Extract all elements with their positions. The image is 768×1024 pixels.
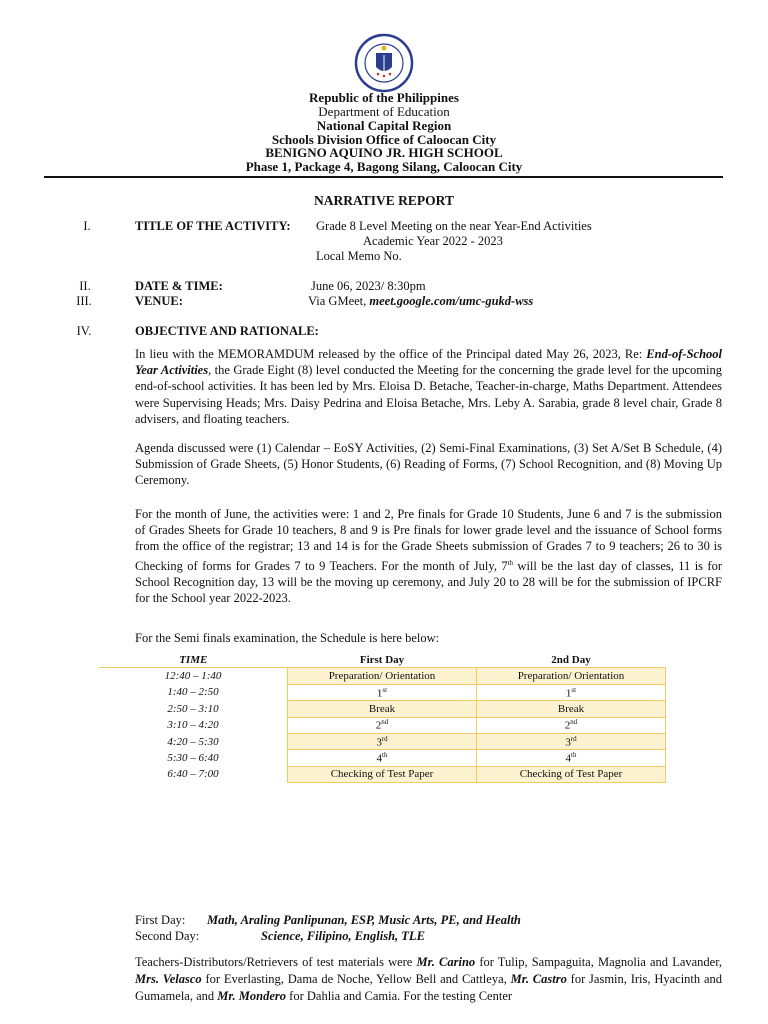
schedule-intro: For the Semi finals examination, the Schedule is here below: — [135, 631, 440, 645]
local-memo: Local Memo No. — [316, 249, 402, 263]
academic-year: Academic Year 2022 - 2023 — [363, 234, 503, 248]
header-address: Phase 1, Package 4, Bagong Silang, Caloocan City — [245, 159, 523, 174]
meet-link[interactable]: meet.google.com/umc-gukd-wss — [369, 294, 534, 308]
header-republic: Republic of the Philippines — [309, 90, 459, 105]
title-activity-label: TITLE OF THE ACTIVITY: — [135, 219, 291, 233]
table-row: 5:30 – 6:40 4th 4th — [99, 750, 666, 766]
table-header-row — [99, 652, 666, 668]
section-number-1: I. — [83, 219, 91, 233]
table-row: 1:40 – 2:50 1st 1st — [99, 684, 666, 700]
paragraph-agenda: Agenda discussed were (1) Calendar – EoSY Activities, (2) Semi-Final Examinations, (3) Set A/Set B Schedule, (4) Submission of Grade Sheets, (5) Honor Students, (6) Reading of Forms, (7) School Recognition, and (8) Moving Up Ceremony. — [135, 441, 722, 488]
table-row: 12:40 – 1:40 Preparation/ Orientation Preparation/ Orientation — [99, 668, 666, 684]
table-row: 3:10 – 4:20 2nd 2nd — [99, 717, 666, 733]
venue-label: VENUE: — [135, 294, 183, 308]
header-region: National Capital Region — [316, 118, 452, 133]
header-second-day: 2nd Day — [551, 653, 591, 666]
section-number-4: IV. — [76, 324, 92, 338]
schedule-table — [99, 652, 666, 783]
second-day-label: Second Day: — [135, 929, 200, 943]
section-number-3: III. — [76, 294, 92, 308]
header-school-name: BENIGNO AQUINO JR. HIGH SCHOOL — [265, 145, 503, 160]
venue-value — [308, 294, 533, 309]
table-row: 2:50 – 3:10 Break Break — [99, 701, 666, 717]
date-time-value: June 06, 2023/ 8:30pm — [311, 279, 426, 293]
header-first-day: First Day — [359, 653, 405, 666]
objective-label: OBJECTIVE AND RATIONALE: — [135, 324, 319, 338]
paragraph-calendar: For the month of June, the activities were: 1 and 2, Pre finals for Grade 10 Students, June 6 and 7 is the submission of Grades Sheets for Grade 10 teachers, 8 and 9 is Pre finals for lower grade level and the issuance of School forms from the office of the registrar; 13 and 14 is for the Grade Sheets submission of Grades 7 to 9 teachers; 26 to 30 is Checking of forms for Grades 7 to 9 Teachers. For the month of July, 7th will be the last day of classes, 11 is for School Recognition day, 13 will be the moving up ceremony, and July 20 to 28 will be for the submission of IPCRF for the School year 2022-2023. — [135, 507, 722, 606]
header-time: TIME — [99, 652, 288, 668]
header-divider — [44, 176, 723, 178]
first-day-label: First Day: — [135, 913, 186, 927]
table-row: 6:40 – 7:00 Checking of Test Paper Checking of Test Paper — [99, 766, 666, 782]
paragraph-rationale: In lieu with the MEMORAMDUM released by the office of the Principal dated May 26, 2023, Re: End-of-School Year Activities, the Grade Eight (8) level conducted the Meeting for the concerning the grade level for the upcoming end-of-school activities. It has been led by Mrs. Eloisa D. Betache, Teacher-in-charge, Maths Department. Attendees were Supervising Heads; Mrs. Daisy Pedrina and Eloisa Betache, Mrs. Leby A. Sarabia, grade 8 level chair, Grade 8 advisers, and floating teachers. — [135, 347, 722, 426]
second-day-subjects: Science, Filipino, English, TLE — [261, 929, 425, 943]
deped-seal-logo — [349, 33, 419, 93]
report-title: NARRATIVE REPORT — [314, 193, 454, 208]
section-number-2: II. — [79, 279, 91, 293]
venue-prefix: Via GMeet, — [308, 294, 370, 308]
date-time-label: DATE & TIME: — [135, 279, 223, 293]
header-division: Schools Division Office of Caloocan City — [271, 132, 497, 147]
title-activity-value: Grade 8 Level Meeting on the near Year-End Activities — [316, 219, 592, 233]
first-day-subjects: Math, Araling Panlipunan, ESP, Music Arts, PE, and Health — [207, 913, 521, 927]
header-department: Department of Education — [318, 104, 450, 119]
table-row: 4:20 – 5:30 3rd 3rd — [99, 733, 666, 749]
paragraph-distributors: Teachers-Distributors/Retrievers of test materials were Mr. Carino for Tulip, Sampaguita, Magnolia and Lavander, Mrs. Velasco for Everlasting, Dama de Noche, Yellow Bell and Cattleya, Mr. Castro for Jasmin, Iris, Hyacinth and Gumamela, and Mr. Mondero for Dahlia and Camia. For the testing Center — [135, 955, 723, 1003]
